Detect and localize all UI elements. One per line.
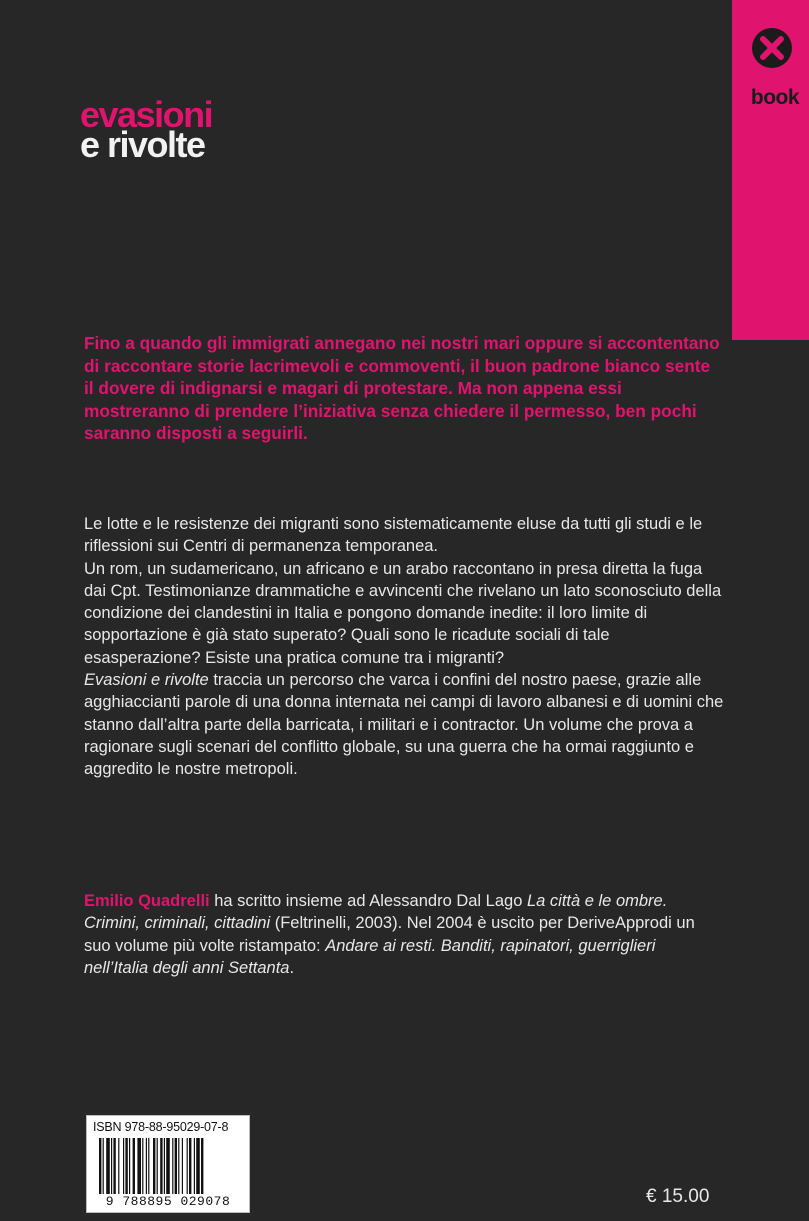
barcode-bar <box>146 1138 147 1194</box>
barcode-bar <box>99 1138 101 1194</box>
bio-text-1: ha scritto insieme ad Alessandro Dal Lago <box>209 892 527 910</box>
blurb-paragraph-3 <box>84 669 726 780</box>
barcode-bar <box>153 1138 155 1194</box>
barcode-bar <box>187 1138 188 1194</box>
author-name: Emilio Quadrelli <box>84 892 210 910</box>
title-line-1: evasioni <box>80 94 213 135</box>
barcode-bar <box>133 1138 135 1194</box>
barcode-bar <box>123 1138 124 1194</box>
barcode-bar <box>166 1138 170 1194</box>
bio-book-1: La città e le ombre. Crimini, criminali, cittadini <box>84 892 668 933</box>
blurb-paragraph-3-text: traccia un percorso che varca i confini del nostro paese, grazie alle agghiaccianti parole di una donna internata nei campi di lavoro albanesi e di uomini che stanno dall’altra parte della barricata, i militari e i contractor. Un volume che prova a ragionare sugli scenari del conflitto globale, su una guerra che ha ormai raggiunto e aggredito le nostre metropoli. <box>84 671 724 779</box>
barcode-bar <box>178 1138 179 1194</box>
x-icon <box>752 28 792 68</box>
author-bio <box>84 890 724 979</box>
book-title <box>80 94 213 165</box>
barcode-bar <box>118 1138 119 1194</box>
barcode-bar <box>160 1138 162 1194</box>
barcode-bars <box>95 1138 245 1196</box>
barcode-bar <box>157 1138 158 1194</box>
barcode-bar <box>106 1138 110 1194</box>
barcode-bar <box>113 1138 115 1194</box>
title-line-2: e rivolte <box>80 124 205 165</box>
barcode-bar <box>125 1138 127 1194</box>
barcode-bar <box>189 1138 191 1194</box>
isbn-barcode <box>86 1115 250 1213</box>
barcode-bar <box>137 1138 141 1194</box>
barcode-number: 9 788895 029078 <box>105 1194 231 1209</box>
bio-book-2: Andare ai resti. Banditi, rapinatori, guerriglieri nell’Italia degli anni Settanta <box>84 936 656 977</box>
lead-quote: Fino a quando gli immigrati annegano nei nostri mari oppure si accontentano di raccontare storie lacrimevoli e commoventi, il buon padrone bianco sente il dovere di indignarsi e magari di protestare. Ma non appena essi mostreranno di prendere l’iniziativa senza chiedere il permesso, ben pochi saranno disposti a seguirli. <box>84 333 720 443</box>
barcode-bar <box>142 1138 143 1194</box>
barcode-bar <box>201 1138 203 1194</box>
barcode-bar <box>148 1138 149 1194</box>
price: € 15.00 <box>646 1186 710 1207</box>
barcode-bar <box>182 1138 183 1194</box>
barcode-bar <box>111 1138 112 1194</box>
barcode-bar <box>164 1138 165 1194</box>
barcode-bar <box>194 1138 195 1194</box>
isbn-label: ISBN 978-88-95029-07-8 <box>93 1120 229 1134</box>
blurb-title-ref: Evasioni e rivolte <box>84 671 209 690</box>
barcode-bar <box>175 1138 177 1194</box>
barcode-bar <box>103 1138 104 1194</box>
bio-text-2: (Feltrinelli, 2003). Nel 2004 è uscito per DeriveApprodi un suo volume più volte ristampato: <box>84 914 695 955</box>
barcode-bar <box>172 1138 173 1194</box>
barcode-bar <box>129 1138 130 1194</box>
blurb <box>84 513 726 781</box>
blurb-paragraph-2: Un rom, un sudamericano, un africano e un arabo raccontano in presa diretta la fuga dai Cpt. Testimonianze drammatiche e avvincenti che rivelano un lato sconosciuto della condizione dei clandestini in Italia e pongono domande inedite: il loro limite di sopportazione è già stato superato? Quali sono le ricadute sociali di tale esasperazione? Esiste una pratica comune tra i migranti? <box>84 559 722 667</box>
blurb-paragraph-1: Le lotte e le resistenze dei migranti sono sistematicamente eluse da tutti gli studi e le riflessioni sui Centri di permanenza temporanea. <box>84 515 703 556</box>
brand-logo-text: book <box>750 86 800 109</box>
barcode-bar <box>196 1138 200 1194</box>
bio-text-3: . <box>289 958 295 977</box>
